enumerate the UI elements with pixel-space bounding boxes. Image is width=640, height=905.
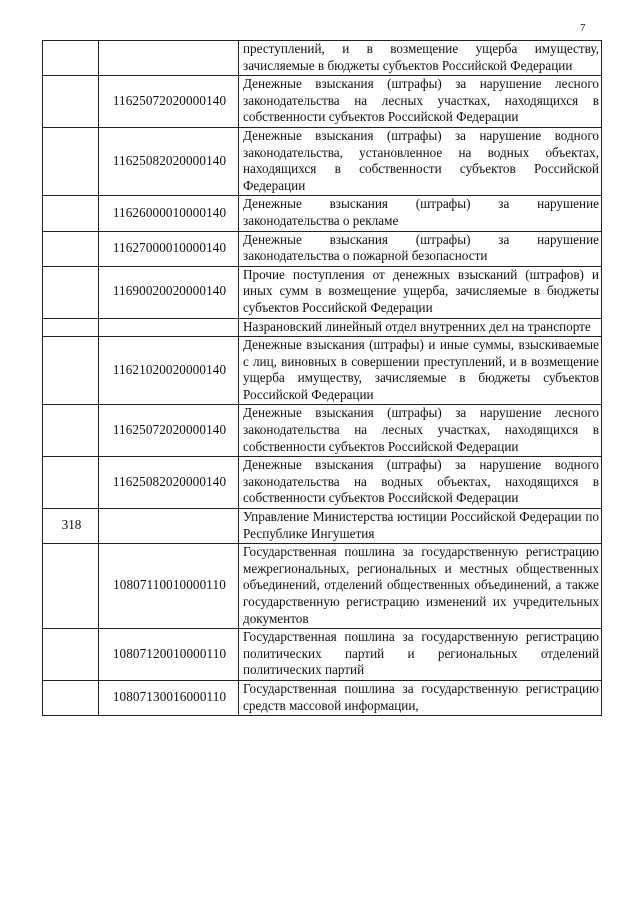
admin-code-cell (43, 629, 99, 681)
table-row (43, 76, 602, 128)
budget-code-cell: 11625082020000140 (99, 127, 239, 195)
budget-code-cell: 11626000010000140 (99, 196, 239, 231)
table-row (43, 457, 602, 509)
table-row (43, 405, 602, 457)
revenue-codes-table (42, 40, 602, 716)
page-number: 7 (580, 22, 586, 34)
table-row (43, 509, 602, 544)
revenue-name-cell: преступлений, и в возмещение ущерба имуществу, зачисляемые в бюджеты субъектов Российской Федерации (239, 41, 602, 76)
table-row (43, 318, 602, 337)
table-row (43, 337, 602, 405)
budget-code-cell (99, 509, 239, 544)
admin-code-cell (43, 544, 99, 629)
budget-code-cell (99, 318, 239, 337)
revenue-name-cell: Денежные взыскания (штрафы) за нарушение законодательства о пожарной безопасности (239, 231, 602, 266)
table-row (43, 680, 602, 715)
revenue-name-cell: Денежные взыскания (штрафы) за нарушение законодательства о рекламе (239, 196, 602, 231)
table-body (43, 41, 602, 716)
admin-code-cell (43, 266, 99, 318)
revenue-name-cell: Назрановский линейный отдел внутренних дел на транспорте (239, 318, 602, 337)
table-row (43, 266, 602, 318)
budget-code-cell: 11625082020000140 (99, 457, 239, 509)
budget-code-cell: 10807130016000110 (99, 680, 239, 715)
budget-code-cell: 11625072020000140 (99, 405, 239, 457)
table-row (43, 127, 602, 195)
budget-code-cell: 10807110010000110 (99, 544, 239, 629)
budget-code-cell: 11625072020000140 (99, 76, 239, 128)
admin-code-cell (43, 680, 99, 715)
admin-code-cell: 318 (43, 509, 99, 544)
admin-code-cell (43, 196, 99, 231)
admin-code-cell (43, 457, 99, 509)
admin-code-cell (43, 41, 99, 76)
revenue-name-cell: Управление Министерства юстиции Российской Федерации по Республике Ингушетия (239, 509, 602, 544)
table-row (43, 629, 602, 681)
budget-code-cell: 11627000010000140 (99, 231, 239, 266)
table-row (43, 544, 602, 629)
admin-code-cell (43, 318, 99, 337)
admin-code-cell (43, 127, 99, 195)
budget-code-cell: 11621020020000140 (99, 337, 239, 405)
revenue-name-cell: Государственная пошлина за государственную регистрацию средств массовой информации, (239, 680, 602, 715)
revenue-name-cell: Денежные взыскания (штрафы) и иные суммы, взыскиваемые с лиц, виновных в совершении преступлений, и в возмещение ущерба имуществу, зачисляемые в бюджеты субъектов Российской Федерации (239, 337, 602, 405)
table-row (43, 196, 602, 231)
revenue-name-cell: Государственная пошлина за государственную регистрацию межрегиональных, региональных и местных общественных объединений, отделений общественных объединений, а также государственную регистрацию изменений их учредительных документов (239, 544, 602, 629)
budget-code-cell: 11690020020000140 (99, 266, 239, 318)
table-row (43, 231, 602, 266)
table-row (43, 41, 602, 76)
admin-code-cell (43, 76, 99, 128)
admin-code-cell (43, 405, 99, 457)
revenue-name-cell: Денежные взыскания (штрафы) за нарушение лесного законодательства на лесных участках, находящихся в собственности субъектов Российской Федерации (239, 76, 602, 128)
revenue-name-cell: Государственная пошлина за государственную регистрацию политических партий и региональных отделений политических партий (239, 629, 602, 681)
admin-code-cell (43, 337, 99, 405)
admin-code-cell (43, 231, 99, 266)
revenue-name-cell: Прочие поступления от денежных взысканий (штрафов) и иных сумм в возмещение ущерба, зачисляемые в бюджеты субъектов Российской Федерации (239, 266, 602, 318)
revenue-name-cell: Денежные взыскания (штрафы) за нарушение лесного законодательства на лесных участках, находящихся в собственности субъектов Российской Федерации (239, 405, 602, 457)
budget-code-cell (99, 41, 239, 76)
budget-code-cell: 10807120010000110 (99, 629, 239, 681)
revenue-name-cell: Денежные взыскания (штрафы) за нарушение водного законодательства на водных объектах, находящихся в собственности субъектов Российской Федерации (239, 457, 602, 509)
revenue-name-cell: Денежные взыскания (штрафы) за нарушение водного законодательства, установленное на водных объектах, находящихся в собственности субъектов Российской Федерации (239, 127, 602, 195)
